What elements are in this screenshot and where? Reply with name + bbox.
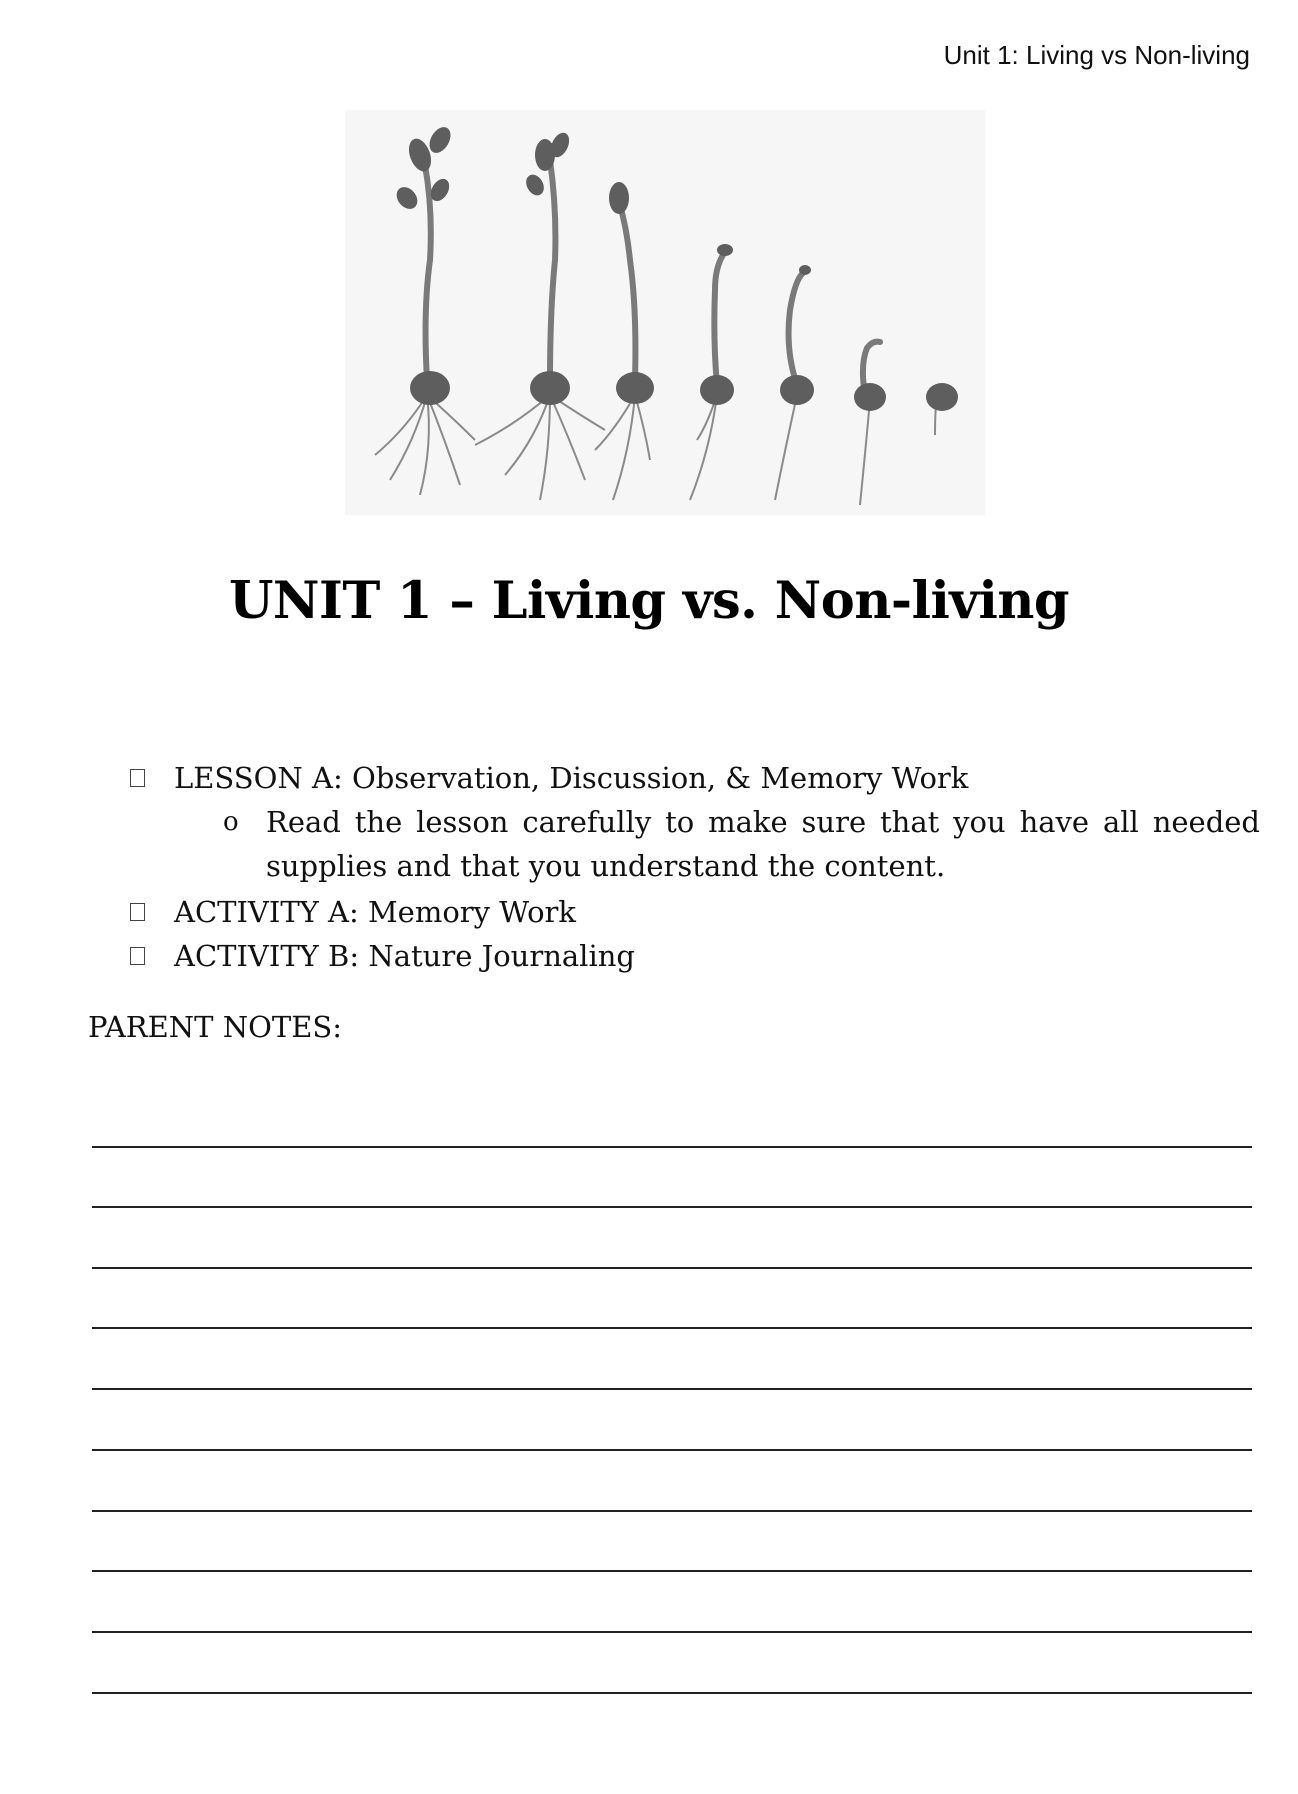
seedling-growth-sequence-icon <box>345 110 985 515</box>
note-line[interactable] <box>92 1570 1252 1572</box>
task-checklist <box>130 756 1260 978</box>
checklist-item-activity-a[interactable] <box>130 890 1260 934</box>
checkbox-icon[interactable] <box>130 947 145 965</box>
note-line[interactable] <box>92 1327 1252 1329</box>
note-line[interactable] <box>92 1146 1252 1148</box>
note-line[interactable] <box>92 1206 1252 1208</box>
bullet-o: o <box>223 807 239 837</box>
note-line[interactable] <box>92 1449 1252 1451</box>
checklist-item-label: LESSON A: Observation, Discussion, & Memory Work <box>174 761 969 795</box>
note-line[interactable] <box>92 1510 1252 1512</box>
checklist-sub-item <box>223 800 1260 888</box>
note-line[interactable] <box>92 1267 1252 1269</box>
checkbox-icon[interactable] <box>130 769 145 787</box>
checklist-item-lesson-a[interactable] <box>130 756 1260 800</box>
running-header: Unit 1: Living vs Non-living <box>943 40 1250 70</box>
checkbox-icon[interactable] <box>130 903 145 921</box>
checklist-sub-text: Read the lesson carefully to make sure that you have all needed supplies and that you understand the content. <box>266 805 1260 883</box>
checklist-item-label: ACTIVITY A: Memory Work <box>174 895 576 929</box>
checklist-item-label: ACTIVITY B: Nature Journaling <box>174 939 635 973</box>
note-line[interactable] <box>92 1692 1252 1694</box>
note-line[interactable] <box>92 1388 1252 1390</box>
checklist-item-activity-b[interactable] <box>130 934 1260 978</box>
note-line[interactable] <box>92 1631 1252 1633</box>
unit-title: UNIT 1 – Living vs. Non-living <box>228 571 1070 631</box>
parent-notes-label: PARENT NOTES: <box>88 1010 343 1044</box>
